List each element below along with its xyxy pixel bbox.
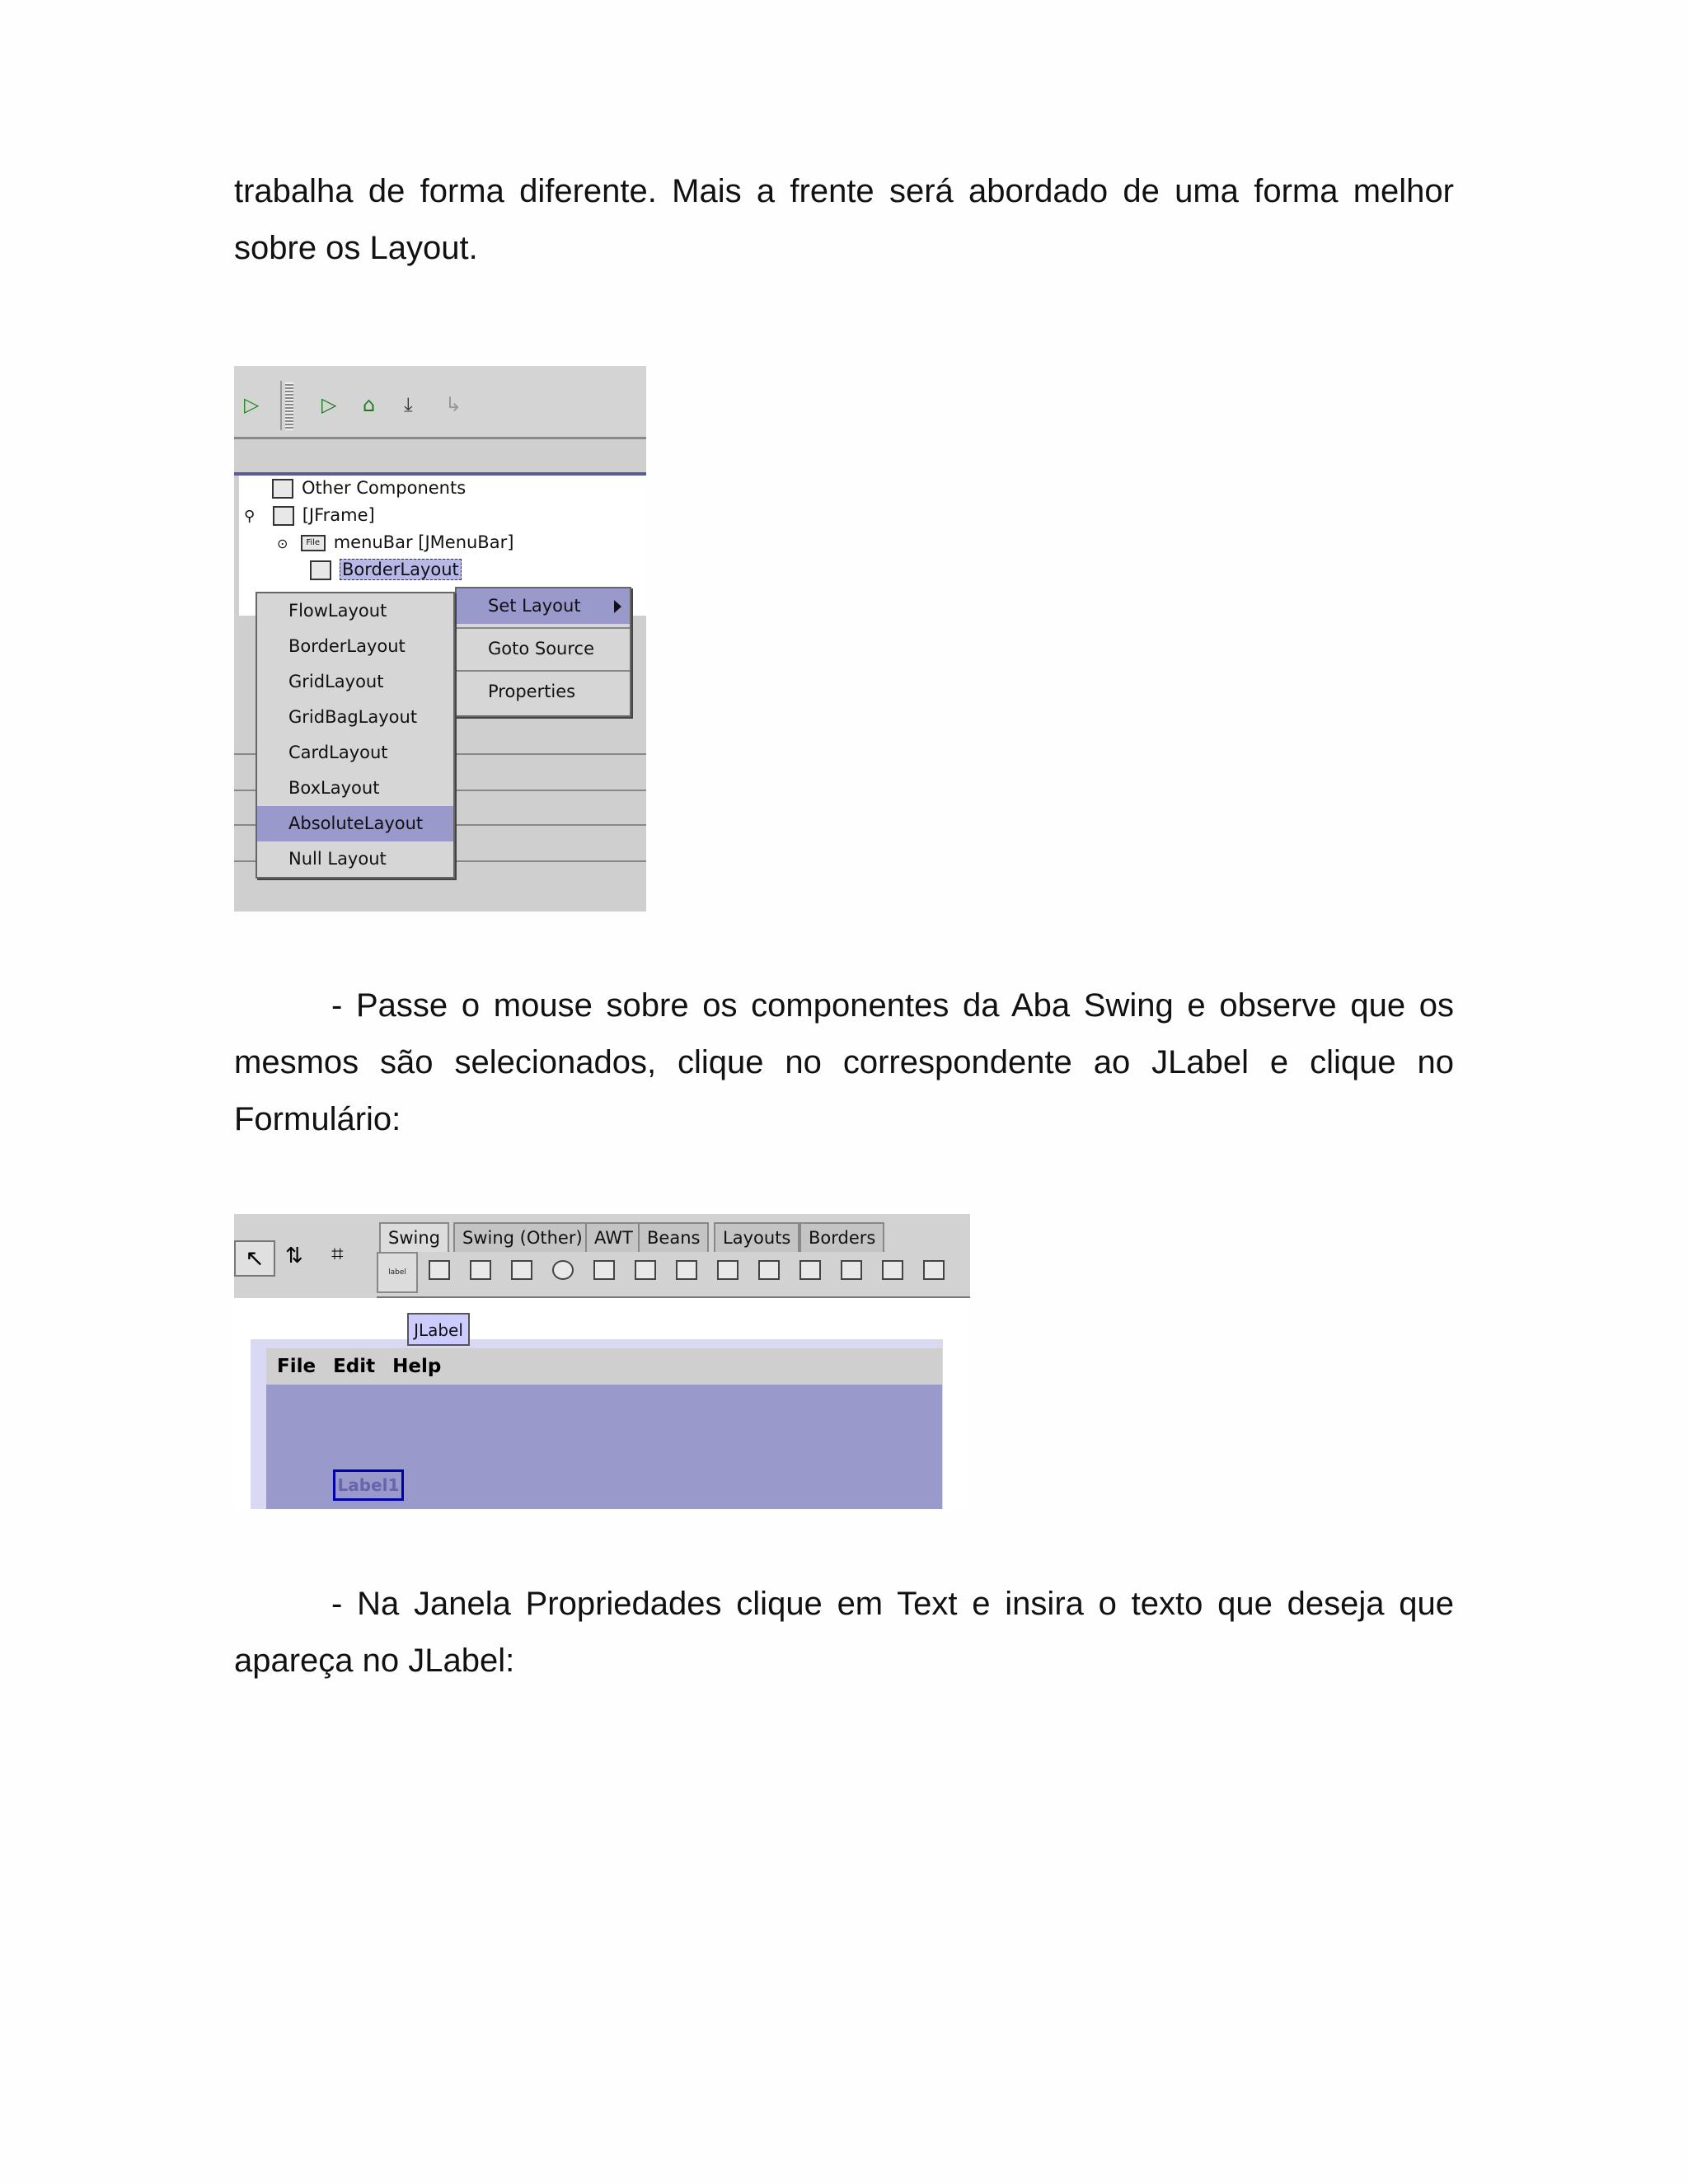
tree-item-borderlayout[interactable] (310, 557, 462, 582)
submenu-arrow-icon (614, 600, 621, 613)
set-layout-screenshot (234, 366, 646, 912)
submenu-item-label: BorderLayout (288, 636, 406, 656)
add-from-palette-icon[interactable]: ⌗ (331, 1242, 344, 1267)
tree-item-label: [JFrame] (302, 505, 375, 525)
label1-component[interactable]: Label1 (333, 1469, 404, 1501)
submenu-item-boxlayout[interactable] (257, 771, 453, 806)
selection-tool-icon[interactable]: ↖ (234, 1240, 275, 1277)
jlabel-palette-icon[interactable]: label (377, 1252, 418, 1293)
node-icon: ⊙ (277, 536, 288, 551)
jtogglebutton-icon[interactable] (470, 1260, 491, 1280)
tree-item-other-components[interactable] (272, 476, 466, 500)
submenu-item-borderlayout[interactable] (257, 629, 453, 664)
swing-palette-screenshot (234, 1214, 970, 1509)
form-menubar (266, 1348, 942, 1385)
submenu-item-label: Null Layout (288, 849, 387, 869)
tab-swing-other[interactable]: Swing (Other) (453, 1222, 592, 1252)
submenu-item-gridbaglayout[interactable] (257, 700, 453, 735)
submenu-item-null-layout[interactable] (257, 841, 453, 877)
step-into-icon[interactable]: ⌂ (363, 393, 376, 416)
submenu-item-absolutelayout[interactable] (257, 806, 453, 841)
submenu-item-label: BoxLayout (288, 778, 380, 798)
jcombobox-icon[interactable] (635, 1260, 656, 1280)
connection-tool-icon[interactable]: ⇅ (285, 1244, 303, 1268)
jtextarea-icon[interactable] (758, 1260, 780, 1280)
paragraph-layout-intro: trabalha de forma diferente. Mais a frente será abordado de uma forma melhor sobre os Layout. (234, 173, 1454, 266)
menu-item-label: Properties (488, 682, 576, 701)
menu-help[interactable]: Help (392, 1356, 442, 1377)
submenu-item-label: GridBagLayout (288, 707, 418, 727)
menu-item-label: Goto Source (488, 639, 595, 658)
menu-separator (457, 627, 630, 629)
menu-item-label: Set Layout (488, 596, 581, 616)
menu-item-set-layout[interactable] (457, 588, 630, 624)
file-menu-icon: File (301, 535, 326, 551)
component-palette (377, 1252, 970, 1299)
toolbar-grip[interactable] (285, 382, 293, 430)
jscrollpane-icon[interactable] (923, 1260, 945, 1280)
paragraph-properties-text: - Na Janela Propriedades clique em Text e insira o texto que deseja que apareça no JLabel: (234, 1586, 1454, 1679)
tree-item-label: menuBar [JMenuBar] (333, 532, 514, 552)
tab-beans[interactable]: Beans (638, 1222, 709, 1252)
jlist-icon[interactable] (676, 1260, 697, 1280)
ide-toolbar (234, 366, 646, 439)
tab-awt[interactable]: AWT (585, 1222, 642, 1252)
tab-borders[interactable]: Borders (799, 1222, 884, 1252)
menu-item-goto-source[interactable] (457, 631, 630, 667)
submenu-item-label: AbsoluteLayout (288, 813, 424, 833)
continue-icon[interactable]: ↳ (445, 393, 462, 416)
frame-icon (273, 506, 294, 526)
menu-file[interactable]: File (277, 1356, 316, 1377)
context-menu (455, 587, 631, 717)
debug-icon[interactable]: ▷ (321, 393, 337, 416)
submenu-item-cardlayout[interactable] (257, 735, 453, 771)
jscrollbar-icon[interactable] (882, 1260, 903, 1280)
jtextfield-icon[interactable] (717, 1260, 738, 1280)
tree-item-menubar[interactable] (277, 530, 513, 555)
submenu-item-gridlayout[interactable] (257, 664, 453, 700)
submenu-item-label: FlowLayout (288, 601, 387, 621)
layout-icon (310, 560, 331, 580)
buttongroup-icon[interactable] (593, 1260, 615, 1280)
submenu-item-flowlayout[interactable] (257, 593, 453, 629)
tab-layouts[interactable]: Layouts (714, 1222, 799, 1252)
jbutton-icon[interactable] (429, 1260, 450, 1280)
layout-submenu (256, 592, 455, 879)
jpanel-icon[interactable] (799, 1260, 821, 1280)
tab-swing[interactable]: Swing (379, 1222, 449, 1252)
tree-item-label: BorderLayout (340, 559, 462, 580)
expand-icon[interactable]: ⚲ (244, 508, 256, 525)
jlabel-tooltip: JLabel (407, 1313, 470, 1346)
submenu-item-label: CardLayout (288, 743, 388, 762)
jcheckbox-icon[interactable] (511, 1260, 532, 1280)
step-out-icon[interactable]: ⤓ (404, 393, 413, 416)
components-icon (272, 479, 293, 499)
toolbar-separator (280, 381, 282, 430)
jradiobutton-icon[interactable] (552, 1260, 574, 1280)
toolbar-strip (234, 439, 646, 476)
paragraph-swing-tab: - Passe o mouse sobre os componentes da Aba Swing e observe que os mesmos são selecionados, clique no correspondente ao JLabel e clique no Formulário: (234, 987, 1454, 1137)
run-icon[interactable]: ▷ (244, 393, 260, 416)
menu-separator (457, 670, 630, 672)
tree-item-label: Other Components (302, 478, 467, 498)
submenu-item-label: GridLayout (288, 672, 384, 691)
jtabbedpane-icon[interactable] (841, 1260, 862, 1280)
tree-item-jframe[interactable] (244, 503, 375, 527)
menu-item-properties[interactable] (457, 674, 630, 710)
menu-edit[interactable]: Edit (333, 1356, 376, 1377)
